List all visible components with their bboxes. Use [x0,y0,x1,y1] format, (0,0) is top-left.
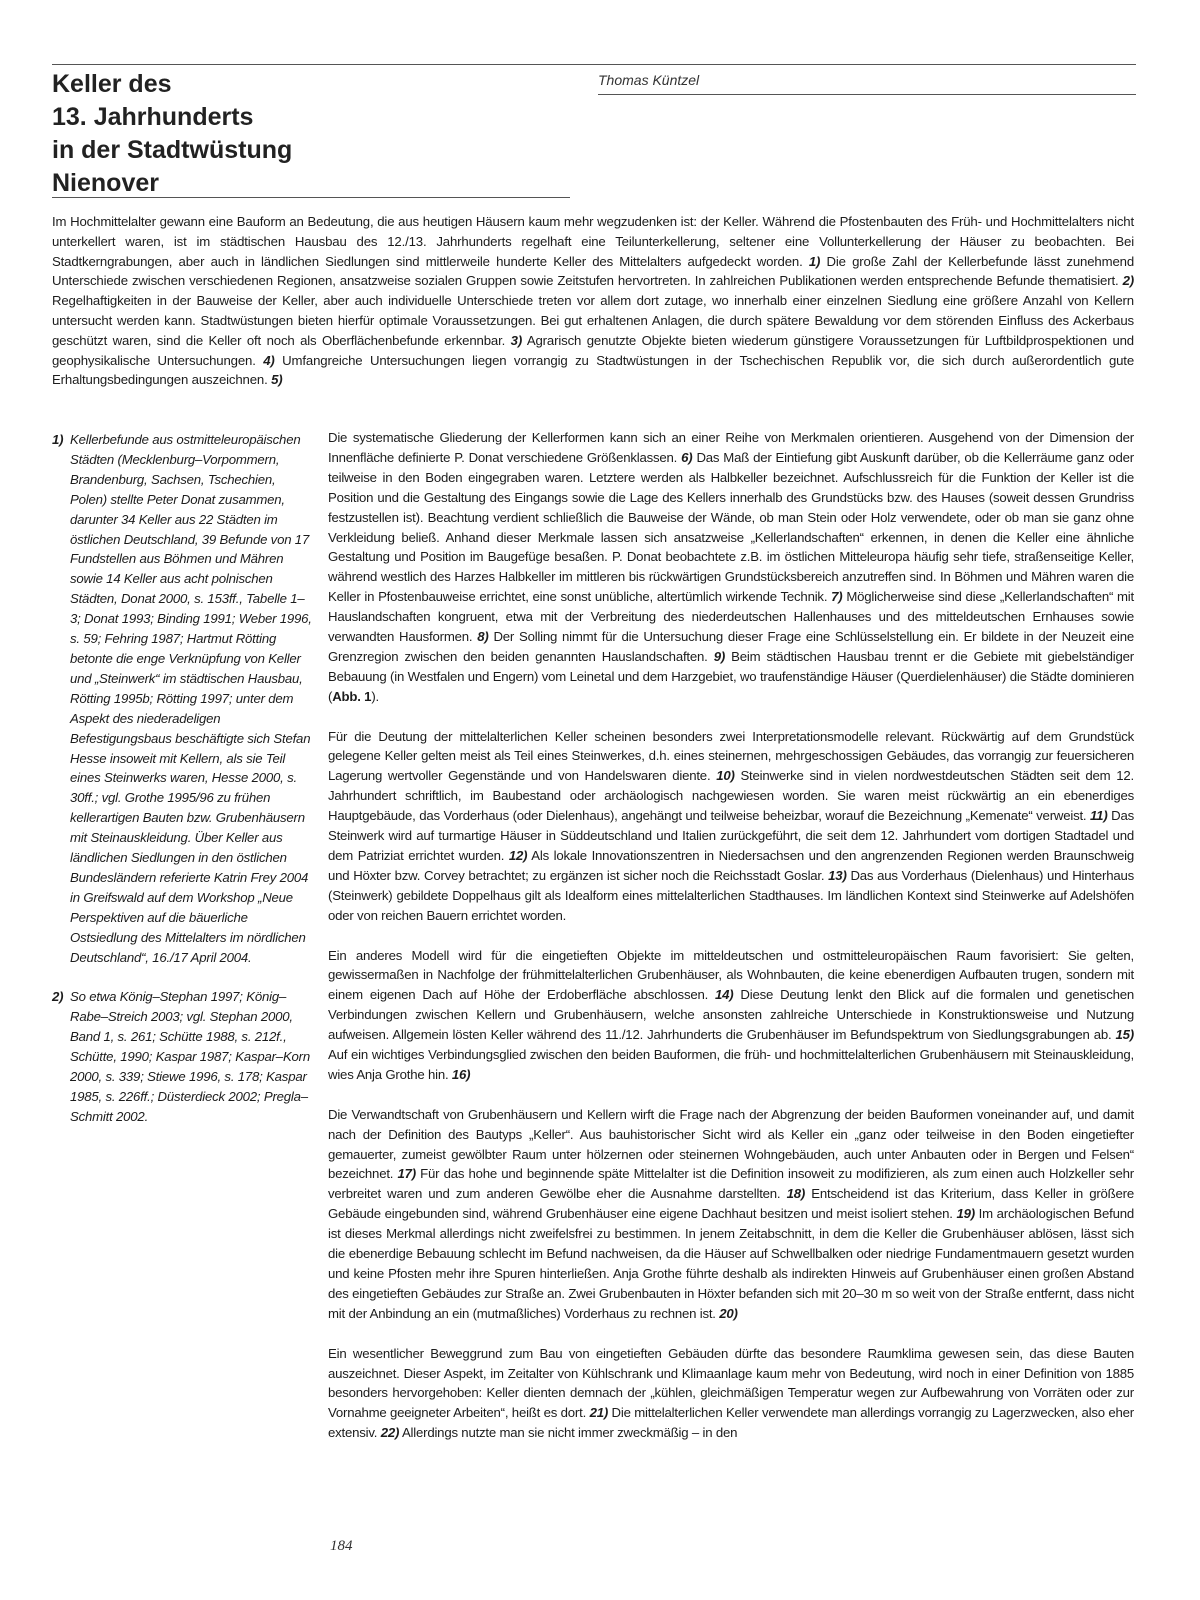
footnote-number: 2) [52,989,64,1005]
text-run: ). [371,688,379,704]
footnote-reference: 3) [510,332,523,348]
footnote-number: 1) [52,432,64,447]
text-run: Die mittelalterlichen Keller verwendete man allerdings vorrangig zu Lagerzwecken, also eher extensiv. [328,1405,1134,1441]
footnote-reference: 2) [1122,273,1134,289]
body-paragraph [328,727,1134,926]
author-name: Thomas Küntzel [598,72,700,88]
text-run: Als lokale Innovationszentren in Niedersachsen und den angrenzenden Regionen werden Braunschweig und Höxter bzw. Corvey betrachtet; zu ergänzen ist sicher noch die Reichsstadt Goslar. [328,848,1134,883]
text-run: Auf ein wichtiges Verbindungsglied zwischen den beiden Bauformen, die früh- und hochmittelalterlichen Grubenhäusern mit Steinauskleidung, wies Anja Grothe hin. [328,1047,1134,1082]
footnote-reference: 20) [719,1305,738,1321]
title-line: Nienover [52,169,159,197]
text-run: Für die Deutung der mittelalterlichen Keller scheinen besonders zwei Interpretationsmodelle relevant. Rückwärtig auf dem Grundstück gelegene Keller gelten meist als Teil eines Steinwerkes, d.h. eines steinernen, mehrgeschossigen Gebäudes, das vorrangig zur feuersicheren Lagerung wertvoller Gegenstände und von Handelswaren diente. [328,728,1134,784]
footnote-text: So etwa König–Stephan 1997; König–Rabe–Streich 2003; vgl. Stephan 2000, Band 1, s. 261; Schütte 1988, s. 212f., Schütte, 1990; Kaspar 1987; Kaspar–Korn 2000, s. 339; Stiewe 1996, s. 178; Kaspar 1985, s. 226ff.; Düsterdieck 2002; Pregla–Schmitt 2002. [70,989,311,1124]
body-paragraph [328,1344,1134,1444]
main-text-column [328,428,1134,1463]
article-title [52,68,512,200]
footnote-reference: 5) [271,372,283,388]
footnote [52,987,312,1126]
footnote-text: Kellerbefunde aus ostmitteleuropäischen Städten (Mecklenburg–Vorpommern, Brandenburg, Sachsen, Tschechien, Polen) stellte Peter Donat zusammen, darunter 34 Keller aus 22 Städten im östlichen Deutschland, 39 Befunde von 17 Fundstellen aus Böhmen und Mähren sowie 14 Keller aus acht polnischen Städten, Donat 2000, s. 153ff., Tabelle 1–3; Donat 1993; Binding 1991; Weber 1996, s. 59; Fehring 1987; Hartmut Rötting betonte die enge Verknüpfung von Keller und „Steinwerk“ im städtischen Hausbau, Rötting 1995b; Rötting 1997; unter dem Aspekt des niederadeligen Befestigungsbaus beschäftigte sich Stefan Hesse insoweit mit Kellern, als sie Teil eines Steinwerks waren, Hesse 2000, s. 30ff.; vgl. Grothe 1995/96 zu frühen kellerartigen Bauten bzw. Grubenhäusern mit Steinauskleidung. Über Keller aus ländlichen Siedlungen in den östlichen Bundesländern referierte Katrin Frey 2004 in Greifswald auf dem Workshop „Neue Perspektiven auf die bäuerliche Ostsiedlung des Mittelalters im nördlichen Deutschland“, 16./17 April 2004. [70,432,312,965]
text-run: Die systematische Gliederung der Kellerformen kann sich an einer Reihe von Merkmalen orientieren. Ausgehend von der Dimension der Innenfläche definierte P. Donat verschiedene Größenklassen. [328,430,1134,465]
text-run: Agrarisch genutzte Objekte bieten wiederum günstigere Voraussetzungen für Luftbildprospektionen und geophysikalische Untersuchungen. [52,332,1134,368]
title-line: Keller des [52,70,172,98]
text-run: Im archäologischen Befund ist dieses Merkmal allerdings nicht zweifelsfrei zu bestimmen. In jenem Zeitabschnitt, in dem die Keller die Grubenhäuser ablösen, lässt sich die ebenerdige Bebauung schlecht im Befund nachweisen, da die Häuser auf Schwellbalken oder niedrige Fundamentmauern gesetzt wurden und keine Pfosten mehr ihre Spuren hinterließen. Anja Grothe führte deshalb als indirekten Hinweis auf Grubenhäuser einen großen Abstand des eingetieften Gebäudes zur Straße an. Zwei Grubenbauten in Höxter befanden sich mit 20–30 m so weit von der Straße entfernt, dass nicht mit der Anbindung an ein (mutmaßliches) Vorderhaus zu rechnen ist. [328,1206,1134,1321]
text-run: Allerdings nutzte man sie nicht immer zweckmäßig – in den [399,1425,738,1441]
footnote [52,430,312,967]
text-run: Das Maß der Eintiefung gibt Auskunft darüber, ob die Kellerräume ganz oder teilweise in den Boden eingegraben waren. Letztere werden als Halbkeller bezeichnet. Aufschlussreich für die Funktion der Keller ist die Position und die Gestaltung des Eingangs sowie die Lage des Kellers innerhalb des Grundstücks bzw. des Hauses (soweit dessen Grundriss festzustellen ist). Beachtung verdient schließlich die Bauweise der Wände, ob man Stein oder Holz verwendete, oder ob man sie ganz ohne Verkleidung beließ. Anhand dieser Merkmale lassen sich ansatzweise „Kellerlandschaften“ erkennen, in denen die Keller eine ähnliche Gestaltung und Position im Baugefüge besaßen. P. Donat beobachtete z.B. im östlichen Mitteleuropa häufig sehr tiefe, straßenseitige Keller, während westlich des Harzes Halbkeller im mittleren bis rückwärtigen Grundstücksbereich anzutreffen sind. In Böhmen und Mähren waren die Keller in Pfostenbauweise errichtet, eine sonst unübliche, altertümlich wirkende Technik. [328,449,1134,605]
body-paragraph [328,946,1134,1085]
footnote-reference: 9) [713,648,726,664]
text-run: Das Steinwerk wird auf turmartige Häuser in Süddeutschland und Italien zurückgeführt, die seit dem 12. Jahrhundert vom dortigen Stadtadel und dem Patriziat errichtet wurden. [328,808,1134,864]
text-run: Umfangreiche Untersuchungen liegen vorrangig zu Stadtwüstungen in der Tschechischen Republik vor, die sich durch außerordentlich gute Erhaltungsbedingungen auszeichnen. [52,352,1135,388]
text-run: Der Solling nimmt für die Untersuchung dieser Frage eine Schlüsselstellung ein. Er bildete in der Neuzeit eine Grenzregion zwischen den beiden genannten Hauslandschaften. [328,629,1134,664]
title-rule [52,197,570,198]
footnote-reference: 16) [451,1066,471,1082]
page-number: 184 [330,1538,353,1554]
footnote-reference: 22) [380,1425,400,1441]
footnote-reference: 17) [397,1166,416,1182]
author-rule [598,94,1136,95]
title-line: in der Stadtwüstung [52,136,293,164]
text-run: Regelhaftigkeiten in der Bauweise der Keller, aber auch individuelle Unterschiede treten vor allem dort zutage, wo innerhalb einer einzelnen Siedlung eine größere Anzahl von Kellern untersucht werden kann. Stadtwüstungen bieten hierfür optimale Voraussetzungen. Bei gut erhaltenen Anlagen, die durch spätere Bewaldung vor dem störenden Einfluss des Ackerbaus geschützt waren, sind die Keller oft noch als Oberflächenbefunde erkennbar. [52,293,1134,348]
text-run: Das aus Vorderhaus (Dielenhaus) und Hinterhaus (Steinwerk) gebildete Doppelhaus gilt als Idealform eines mittelalterlichen Stadthauses. Im ländlichen Kontext sind Steinwerke auf Adelshöfen oder von reichen Bauern errichtet worden. [328,867,1134,923]
footnote-reference: 15) [1115,1027,1134,1043]
top-rule [52,64,1136,65]
footnote-reference: 19) [956,1206,975,1222]
text-run: Für das hohe und beginnende späte Mittelalter ist die Definition insoweit zu modifizieren, als zum einen auch Holzkeller sehr verbreitet waren und zum anderen Gewölbe eher die Ausnahme darstellten. [328,1166,1134,1202]
body-paragraph [328,428,1134,707]
intro-text [52,212,1134,390]
text-run: Entscheidend ist das Kriterium, dass Keller in größere Gebäude eingebunden sind, während Grubenhäuser eine eigene Dachhaut besitzen und meist isoliert stehen. [328,1186,1134,1222]
figure-reference: Abb. 1 [332,688,372,704]
text-run: Die große Zahl der Kellerbefunde lässt zunehmend Unterschiede zwischen verschiedenen Regionen, ansatzweise sozialen Gruppen sowie Zeitstufen hervortreten. In zahlreichen Publikationen werden entsprechende Befunde thematisiert. [52,253,1135,289]
text-run: Diese Deutung lenkt den Blick auf die formalen und genetischen Verbindungen zwischen Kellern und Grubenhäusern, welche ansonsten zahlreiche Unterschiede in Konstruktionsweise und Nutzung aufweisen. Allgemein lösten Keller während des 11./12. Jahrhunderts die Grubenhäuser im Befundspektrum von Siedlungsgrabungen ab. [328,987,1134,1043]
footnote-reference: 4) [263,352,275,368]
footnote-reference: 8) [477,629,489,645]
intro-paragraph [52,212,1134,390]
footnote-reference: 7) [831,589,843,605]
body-paragraph [328,1105,1134,1324]
text-run: Ein anderes Modell wird für die eingetieften Objekte im mitteldeutschen und ostmitteleuropäischen Raum favorisiert: Sie gelten, gewissermaßen in Nachfolge der frühmittelalterlichen Grubenhäuser, als Wohnbauten, die keine ebenerdigen Aufbauten trugen, sondern mit einem eigenen Dach auf Höhe der Erdoberfläche abschlossen. [328,947,1134,1003]
text-run: Steinwerke sind in vielen nordwestdeutschen Städten seit dem 12. Jahrhundert schriftlich, im Baubestand oder archäologisch nachgewiesen worden. Sie waren meist rückwärtig an ein ebenerdiges Hauptgebäude, das Vorderhaus (oder Dielenhaus), angehängt und teilweise beheizbar, worauf die Bezeichnung „Kemenate“ verweist. [328,768,1134,824]
footnote-reference: 13) [828,867,847,883]
footnote-reference: 6) [681,449,693,465]
footnote-reference: 14) [715,987,734,1003]
footnote-reference: 18) [786,1186,806,1202]
footnote-reference: 21) [589,1405,609,1421]
text-run: Beim städtischen Hausbau trennt er die Gebiete mit giebelständiger Bebauung (in Westfalen und Engern) vom Leinetal und dem Harzgebiet, wo traufenständige Häuser (Querdielenhäuser) die Städte dominieren ( [328,648,1134,704]
text-run: Im Hochmittelalter gewann eine Bauform an Bedeutung, die aus heutigen Häusern kaum mehr wegzudenken ist: der Keller. Während die Pfostenbauten des Früh- und Hochmittelalters nicht unterkellert waren, ist im städtischen Hausbau des 12./13. Jahrhunderts regelhaft eine Teilunterkellerung, seltener eine Vollunterkellerung der Häuser zu beobachten. Bei Stadtkerngrabungen, aber auch in ländlichen Siedlungen sind mittlerweile hunderte Keller des Mittelalters aufgedeckt worden. [52,214,1134,269]
footnote-reference: 1) [808,253,821,269]
footnote-reference: 10) [716,768,735,784]
title-line: 13. Jahrhunderts [52,103,254,131]
text-run: Möglicherweise sind diese „Kellerlandschaften“ mit Hauslandschaften kongruent, etwa mit der Verbreitung des niederdeutschen Hallenhauses und des mitteldeutschen Ernhauses sowie verwandten Hausformen. [328,589,1134,645]
text-run: Die Verwandtschaft von Grubenhäusern und Kellern wirft die Frage nach der Abgrenzung der beiden Bauformen voneinander auf, und damit nach der Definition des Bautyps „Keller“. Aus bauhistorischer Sicht wird als Keller ein „ganz oder teilweise in den Boden eingetiefter gemauerter, zumeist gewölbter Raum unter hölzernen oder steinernen Wohngebäuden, auch unter Anbauten oder in Bergen und Felsen“ bezeichnet. [328,1106,1134,1182]
footnote-reference: 11) [1090,808,1108,824]
text-run: Ein wesentlicher Beweggrund zum Bau von eingetieften Gebäuden dürfte das besondere Raumklima gewesen sein, das diese Bauten auszeichnet. Dieser Aspekt, im Zeitalter von Kühlschrank und Klimaanlage kaum mehr von Bedeutung, wird noch in einer Definition von 1885 besonders hervorgehoben: Keller dienten demnach der „kühlen, gleichmäßigen Temperatur wegen zur Aufbewahrung von Vorräten oder zur Vornahme geeigneter Arbeiten“, heißt es dort. [328,1345,1134,1421]
footnote-reference: 12) [508,848,528,864]
footnotes-column [52,430,312,1147]
